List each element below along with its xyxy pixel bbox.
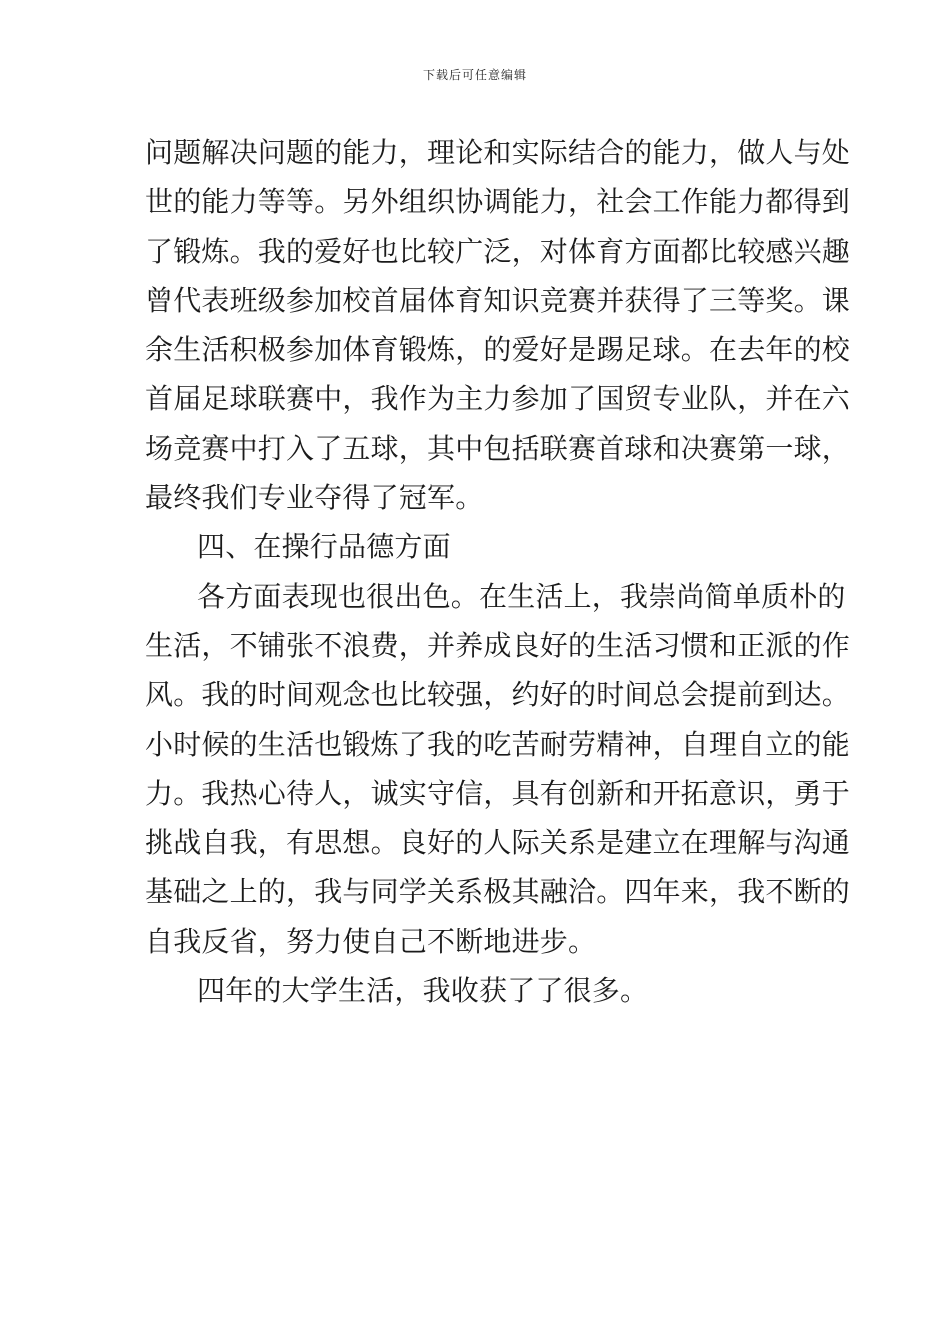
text-line: 生活，不铺张不浪费，并养成良好的生活习惯和正派的作 bbox=[145, 628, 851, 662]
text-line: 曾代表班级参加校首届体育知识竞赛并获得了三等奖。课 bbox=[145, 283, 851, 317]
document-body bbox=[145, 128, 851, 1015]
text-line: 余生活积极参加体育锻炼，的爱好是踢足球。在去年的校 bbox=[145, 333, 851, 367]
section-heading: 四、在操行品德方面 bbox=[197, 530, 451, 564]
text-line: 力。我热心待人，诚实守信，具有创新和开拓意识，勇于 bbox=[145, 776, 851, 810]
paragraph-start-line: 各方面表现也很出色。在生活上，我崇尚简单质朴的 bbox=[197, 579, 846, 613]
text-line: 小时候的生活也锻炼了我的吃苦耐劳精神，自理自立的能 bbox=[145, 727, 851, 761]
text-line: 基础之上的，我与同学关系极其融洽。四年来，我不断的 bbox=[145, 875, 851, 909]
text-line: 世的能力等等。另外组织协调能力，社会工作能力都得到 bbox=[145, 185, 851, 219]
text-line: 挑战自我，有思想。良好的人际关系是建立在理解与沟通 bbox=[145, 826, 851, 860]
page-header-note: 下载后可任意编辑 bbox=[422, 68, 527, 82]
text-line: 了锻炼。我的爱好也比较广泛，对体育方面都比较感兴趣 bbox=[145, 234, 851, 268]
text-line: 最终我们专业夺得了冠军。 bbox=[145, 481, 484, 515]
text-line: 场竞赛中打入了五球，其中包括联赛首球和决赛第一球， bbox=[145, 431, 851, 465]
text-line: 自我反省，努力使自己不断地进步。 bbox=[145, 924, 597, 958]
text-line: 问题解决问题的能力，理论和实际结合的能力，做人与处 bbox=[145, 136, 851, 169]
text-line: 首届足球联赛中，我作为主力参加了国贸专业队，并在六 bbox=[145, 382, 851, 416]
text-line: 风。我的时间观念也比较强，约好的时间总会提前到达。 bbox=[145, 678, 851, 712]
paragraph-start-line: 四年的大学生活，我收获了了很多。 bbox=[197, 974, 649, 1008]
